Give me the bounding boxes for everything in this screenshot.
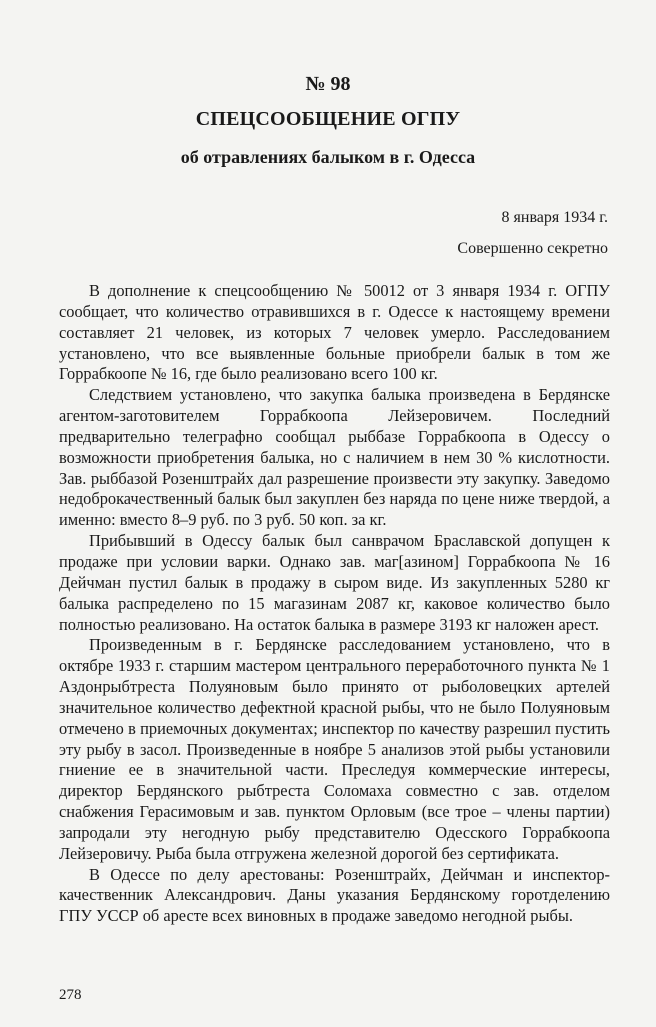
classification-label: Совершенно секретно	[457, 240, 608, 257]
paragraph: Прибывший в Одессу балык был санврачом Браславской допущен к продаже при условии варки. Однако зав. маг[азином] Горрабкоопа № 16 Дейчман пустил балык в продажу в сыром виде. Из закупленных 5280 кг балыка распределено по 15 магазинам 2087 кг, каковое количество было полностью реализовано. На остаток балыка в размере 3193 кг наложен арест.	[59, 531, 610, 634]
paragraph: Следствием установлено, что закупка балыка произведена в Бердянске агентом-заготовителем Горрабкоопа Лейзеровичем. Последний предварительно телеграфно сообщал рыббазе Горрабкоопа в Одессу о возможности приобретения балыка, но с наличием в нем 30 % кислотности. Зав. рыббазой Розенштрайх дал разрешение произвести эту закупку. Заведомо недоброкачественный балык был закуплен без наряда по цене ниже твердой, а именно: вместо 8–9 руб. по 3 руб. 50 коп. за кг.	[59, 385, 610, 530]
paragraph: В Одессе по делу арестованы: Розенштрайх, Дейчман и инспектор-качественник Александрович. Даны указания Бердянскому горотделению ГПУ УССР об аресте всех виновных в продаже заведомо негодной рыбы.	[59, 864, 610, 926]
paragraph: В дополнение к спецсообщению № 50012 от 3 января 1934 г. ОГПУ сообщает, что количество отравившихся в г. Одессе к настоящему времени составляет 21 человек, из которых 7 человек умерло. Расследованием установлено, что все выявленные больные приобрели балык в том же Горрабкоопе № 16, где было реализовано всего 100 кг.	[59, 281, 610, 384]
document-body	[59, 281, 610, 927]
document-title: СПЕЦСООБЩЕНИЕ ОГПУ	[195, 108, 461, 130]
page-number: 278	[59, 987, 82, 1003]
document-date: 8 января 1934 г.	[501, 209, 608, 226]
paragraph: Произведенным в г. Бердянске расследованием установлено, что в октябре 1933 г. старшим мастером центрального переработочного пункта № 1 Аздонрыбтреста Полуяновым было принято от рыболовецких артелей значительное количество дефектной красной рыбы, что не было Полуяновым отмечено в приемочных документах; инспектор по качеству разрешил пустить эту рыбу в засол. Произведенные в ноябре 5 анализов этой рыбы установили гниение ее в значительной части. Преследуя коммерческие интересы, директор Бердянского рыбтреста Соломаха совместно с зав. отделом снабжения Герасимовым и зав. пунктом Орловым (все трое – члены партии) запродали эту негодную рыбу представителю Одесского Горрабкоопа Лейзеровичу. Рыба была отгружена железной дорогой без сертификата.	[59, 635, 610, 863]
document-subtitle: об отравлениях балыком в г. Одесса	[180, 147, 476, 167]
document-number: № 98	[305, 73, 351, 95]
